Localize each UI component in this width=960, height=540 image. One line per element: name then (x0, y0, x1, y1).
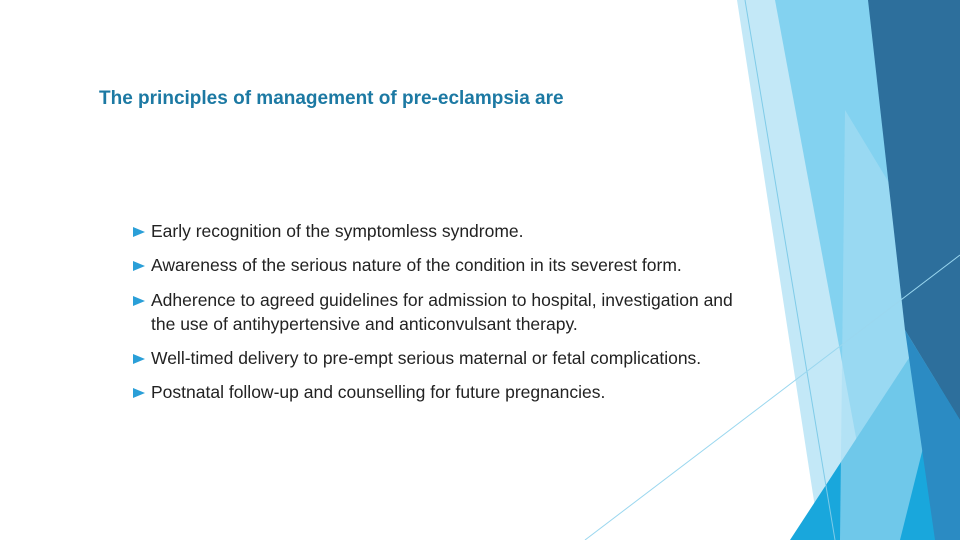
triangle-right-icon (133, 296, 145, 306)
bullet-text: Postnatal follow-up and counselling for future pregnancies. (151, 382, 606, 402)
triangle-right-icon (133, 388, 145, 398)
triangle-right-icon (133, 354, 145, 364)
slide-title: The principles of management of pre-eclampsia are (99, 88, 564, 109)
bullet-list (133, 219, 733, 414)
triangle-right-icon (133, 227, 145, 237)
bullet-text: Awareness of the serious nature of the condition in its severest form. (151, 255, 682, 275)
bullet-text: Adherence to agreed guidelines for admission to hospital, investigation and the use of antihypertensive and anticonvulsant therapy. (151, 290, 733, 334)
triangle-right-icon (133, 261, 145, 271)
bullet-item (133, 346, 733, 370)
bullet-text: Early recognition of the symptomless syndrome. (151, 221, 524, 241)
bullet-item (133, 219, 733, 243)
bullet-item (133, 288, 733, 336)
bullet-text: Well-timed delivery to pre-empt serious maternal or fetal complications. (151, 348, 702, 368)
bullet-item (133, 380, 733, 404)
bullet-item (133, 253, 733, 277)
